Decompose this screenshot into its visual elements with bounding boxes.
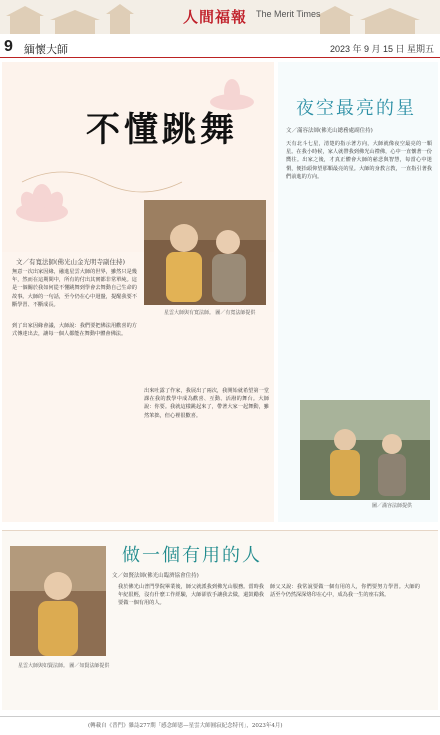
photo-illustration (144, 200, 266, 305)
photo-caption: 星雲大師與有寬法師。 圖／有寬法師提供 (164, 310, 256, 316)
photo-master-outdoors (300, 400, 430, 500)
photo-caption: 星雲大師與如賢法師。 圖／如賢法師提供 (18, 663, 110, 669)
photo-master-and-nun (144, 200, 266, 305)
article-body-column: 我於佛光山普門學院畢業後，師父就派我到佛光山服務。當時我年紀很輕，沒有什麼工作經驗，大師卻放手讓我去做，還鼓勵我要做一個有用的人。 (118, 584, 264, 607)
article-body-column: 師父又說：我常說要做一個有用的人，你們要努力學習。大師的話至今仍然深深烙印在心中，成為我一生的座右銘。 (270, 584, 420, 599)
article-byline: 文／如賢法師(佛光山臨濟協會住持) (112, 573, 199, 579)
newspaper-logo: 人間福報 (183, 8, 248, 26)
article-body-column: 無意一次出家因緣，融進星雲大師的世界，雖然只是幾年，然而在這期間中，所有的付出其實都非常單純。這是一個關於我如何從不懂跳舞到學會去舞動自己生命的故事。大師的一句話，至今仍在心中迴盪，提醒我要不斷學習、不斷成長。 (12, 269, 137, 308)
photo-illustration (300, 400, 430, 500)
article-body-column: 到了出家因緣會議，大師說：我們要把佛法用歡喜的方式傳達出去，讓每一個人都能在舞動中體會佛法。 (12, 323, 137, 338)
photo-illustration (10, 546, 106, 656)
section-title: 緬懷大師 (24, 43, 68, 56)
page-number: 9 (4, 38, 13, 55)
article-title: 做一個有用的人 (122, 545, 262, 566)
article-byline: 文／滿容法師(佛光山總務處副住持) (286, 128, 373, 134)
article-byline: 文／有寬法師(佛光山金光明寺副住持) (16, 258, 126, 266)
reprint-note: (轉載自《普門》雜誌277期「感念師恩—星雲大師圓寂紀念特刊」，2023年4月) (88, 723, 283, 729)
article-title: 不懂跳舞 (86, 110, 238, 150)
article-body-column: 出來吐露了作家，我展出了兩次，我開始就希望第一堂課在我的教學中成為歡喜、互動、活潑的舞台。大師說：你要。我就這樣跳起來了，帶著大家一起舞動，雖然笨拙，但心裡很歡喜。 (144, 388, 269, 419)
page-header (0, 38, 440, 58)
photo-caption: 圖／滿容法師提供 (372, 503, 413, 509)
photo-master-portrait (10, 546, 106, 656)
article-title: 夜空最亮的星 (296, 98, 416, 119)
issue-date: 2023 年 9 月 15 日 星期五 (329, 44, 434, 54)
article-body-column: 天有北斗七星，清楚的指示著方向，大師就像夜空最亮的一顆星。在我小時候，家人就帶我到佛光山禮佛，心中一直懷著一份嚮往。出家之後，才真正體會大師的慈悲與智慧，每當心中迷惘，便抬頭仰望那顆最亮的星。大師的身教言教，一直指引著我們前進的方向。 (286, 141, 432, 180)
newspaper-logo-english: The Merit Times (256, 9, 321, 19)
page-footer (0, 716, 440, 734)
masthead (0, 0, 440, 34)
